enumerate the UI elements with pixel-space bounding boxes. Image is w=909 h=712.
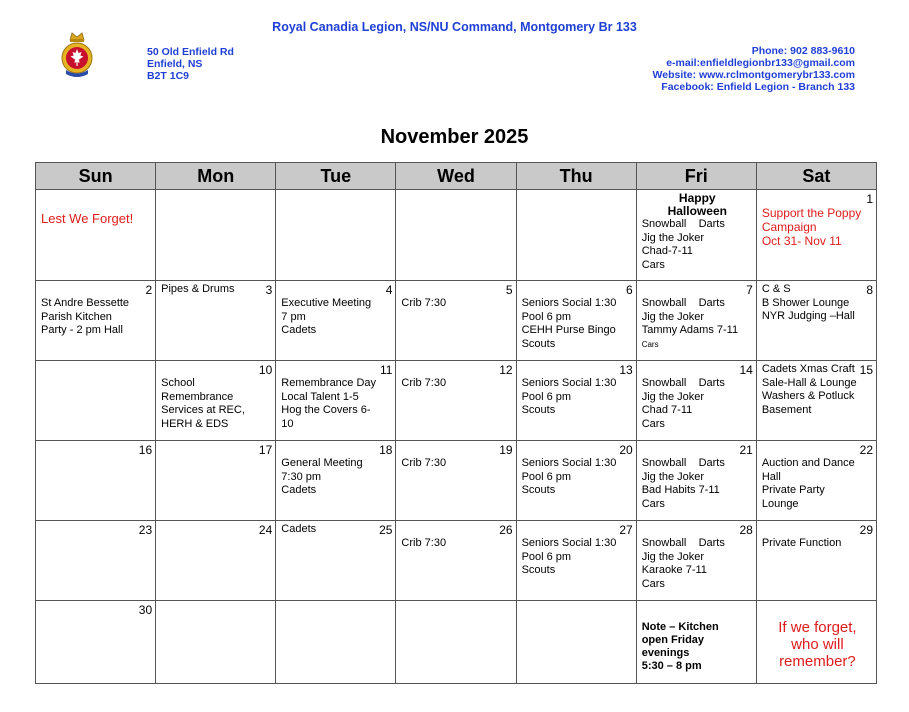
day-cell xyxy=(636,441,756,521)
event-line: Private Function xyxy=(761,537,842,549)
day-cell xyxy=(516,361,636,441)
day-cell xyxy=(396,521,516,601)
event-line: Private Party xyxy=(761,484,825,496)
legion-crest-icon xyxy=(58,30,96,80)
day-number: 25 xyxy=(379,523,393,537)
day-cell xyxy=(516,281,636,361)
event-line: Jig the Joker xyxy=(641,550,705,563)
branch-contact xyxy=(653,45,855,93)
weekday-header: Fri xyxy=(636,163,756,190)
day-number: 5 xyxy=(505,283,513,297)
event-line: Party - 2 pm Hall xyxy=(41,324,123,336)
day-number: 26 xyxy=(499,523,513,537)
day-number: 14 xyxy=(739,363,753,377)
event-line: Scouts xyxy=(521,564,556,576)
day-cell xyxy=(36,441,156,521)
event-line: School xyxy=(161,377,195,389)
event-line: Cadets xyxy=(281,523,317,535)
event-line: 7:30 pm xyxy=(281,470,322,483)
event-line: Scouts xyxy=(521,337,556,350)
event-line: Remembrance xyxy=(161,390,234,403)
event-line: Chad 7-11 xyxy=(641,404,693,416)
day-cell xyxy=(636,281,756,361)
branch-address xyxy=(147,46,234,82)
day-number: 15 xyxy=(859,363,873,377)
day-cell xyxy=(756,521,876,601)
day-number: 18 xyxy=(379,443,393,457)
day-cell xyxy=(276,190,396,281)
event-line: Cars xyxy=(641,497,665,510)
event-line: B Shower Lounge xyxy=(761,296,850,309)
event-line: Jig the Joker xyxy=(641,310,705,323)
event-line: Karaoke 7-11 xyxy=(641,564,707,576)
day-number: 17 xyxy=(258,443,273,457)
day-number: 22 xyxy=(859,443,873,457)
day-number: 19 xyxy=(499,443,513,457)
day-number: 1 xyxy=(866,192,873,206)
event-line: Parish Kitchen xyxy=(41,310,112,323)
day-cell xyxy=(396,601,516,684)
event-line: Pool 6 pm xyxy=(521,310,572,323)
day-number: 12 xyxy=(499,363,513,377)
weekday-header-row xyxy=(36,163,877,190)
event-line: Local Talent 1-5 xyxy=(281,390,359,403)
event-line: Pool 6 pm xyxy=(521,390,572,403)
event-line: HERH & EDS xyxy=(161,417,229,430)
event-line: NYR Judging –Hall xyxy=(761,310,855,322)
day-cell xyxy=(276,521,396,601)
event-line: Support the Poppy xyxy=(761,206,862,220)
weekday-header: Sun xyxy=(36,163,156,190)
week-row xyxy=(36,441,877,521)
event-line: 7 pm xyxy=(281,310,306,323)
event-line: Cars xyxy=(641,258,665,271)
weekday-header: Thu xyxy=(516,163,636,190)
event-line: Seniors Social 1:30 xyxy=(521,537,617,549)
event-line: Lounge xyxy=(761,497,799,510)
day-cell xyxy=(156,281,276,361)
event-line: Basement xyxy=(761,403,812,416)
day-number: 7 xyxy=(746,283,753,297)
note-line: open Friday xyxy=(641,634,705,646)
day-number: 29 xyxy=(859,523,873,537)
day-cell xyxy=(756,281,876,361)
event-line: Sale-Hall & Lounge xyxy=(761,376,857,389)
event-line: Remembrance Day xyxy=(281,377,377,389)
day-number: 13 xyxy=(619,363,633,377)
facebook-line: Facebook: Enfield Legion - Branch 133 xyxy=(661,81,855,93)
day-cell xyxy=(396,190,516,281)
phone-line: Phone: 902 883-9610 xyxy=(751,45,855,57)
day-cell xyxy=(756,601,876,684)
website-line: Website: www.rclmontgomerybr133.com xyxy=(652,69,855,81)
week-row xyxy=(36,190,877,281)
event-line: Seniors Social 1:30 xyxy=(521,377,617,389)
day-cell xyxy=(156,441,276,521)
day-cell xyxy=(636,601,756,684)
event-line: Cadets xyxy=(281,484,317,496)
event-line: Washers & Potluck xyxy=(761,390,855,402)
day-cell xyxy=(636,521,756,601)
day-cell xyxy=(636,190,756,281)
day-cell xyxy=(36,601,156,684)
day-number: 3 xyxy=(265,283,273,297)
event-line: General Meeting xyxy=(281,457,363,469)
quote-line: who will xyxy=(791,636,844,653)
event-line: Cadets xyxy=(281,324,317,336)
day-cell xyxy=(756,190,876,281)
event-line: Scouts xyxy=(521,484,556,496)
event-line: Crib 7:30 xyxy=(401,297,447,309)
email-line: e-mail:enfieldlegionbr133@gmail.com xyxy=(666,57,855,69)
week-row xyxy=(36,281,877,361)
address-line: 50 Old Enfield Rd xyxy=(147,46,234,58)
weekday-header: Sat xyxy=(756,163,876,190)
event-line: Executive Meeting xyxy=(281,297,372,309)
day-number: 16 xyxy=(138,443,153,457)
day-number: 28 xyxy=(739,523,753,537)
day-cell xyxy=(396,441,516,521)
event-line: CEHH Purse Bingo xyxy=(521,324,616,336)
halloween-heading xyxy=(642,192,753,218)
note-line: Note – Kitchen xyxy=(641,621,719,633)
note-line: 5:30 – 8 pm xyxy=(641,660,702,672)
heading-line: Happy xyxy=(678,191,716,205)
kitchen-note xyxy=(642,621,753,673)
event-line: Crib 7:30 xyxy=(401,377,447,389)
event-line: Seniors Social 1:30 xyxy=(521,297,617,309)
event-line: Snowball Darts xyxy=(641,218,725,230)
day-cell xyxy=(276,281,396,361)
event-line: Snowball Darts xyxy=(641,537,725,549)
day-cell xyxy=(396,361,516,441)
event-line: Hall xyxy=(761,470,781,483)
day-cell xyxy=(276,361,396,441)
day-cell xyxy=(516,521,636,601)
event-line: St Andre Bessette xyxy=(41,297,130,309)
day-number: 10 xyxy=(258,363,273,377)
event-line: Hog the Covers 6- xyxy=(281,404,371,416)
day-cell xyxy=(516,601,636,684)
event-line: Snowball Darts xyxy=(641,457,725,469)
event-line: Scouts xyxy=(521,404,556,416)
day-cell xyxy=(36,361,156,441)
day-cell xyxy=(156,521,276,601)
event-line: Pipes & Drums xyxy=(161,283,235,295)
day-cell xyxy=(36,521,156,601)
day-cell xyxy=(276,441,396,521)
quote-line: remember? xyxy=(779,653,856,670)
event-line: Jig the Joker xyxy=(641,470,705,483)
day-number: 8 xyxy=(866,283,873,297)
event-line: C & S xyxy=(761,283,791,295)
weekday-header: Wed xyxy=(396,163,516,190)
organization-name: Royal Canadia Legion, NS/NU Command, Montgomery Br 133 xyxy=(272,20,637,34)
event-line: Cars xyxy=(641,417,665,430)
day-cell xyxy=(276,601,396,684)
event-line: Services at REC, xyxy=(161,404,245,416)
day-cell xyxy=(396,281,516,361)
day-number: 21 xyxy=(739,443,753,457)
event-line: Pool 6 pm xyxy=(521,470,572,483)
event-line: Cars xyxy=(641,339,659,349)
event-line: Cadets Xmas Craft xyxy=(761,363,855,375)
note-line: evenings xyxy=(641,647,690,659)
event-line: Crib 7:30 xyxy=(401,537,447,549)
day-number: 4 xyxy=(385,283,393,297)
event-line: Pool 6 pm xyxy=(521,550,572,563)
event-line: Chad-7-11 xyxy=(641,245,693,257)
day-number: 23 xyxy=(138,523,153,537)
month-title: November 2025 xyxy=(380,126,529,148)
remember-quote xyxy=(762,619,873,670)
event-line: Campaign xyxy=(761,220,817,234)
event-line: 10 xyxy=(281,417,294,430)
day-cell xyxy=(156,601,276,684)
day-cell xyxy=(756,441,876,521)
weekday-header: Tue xyxy=(276,163,396,190)
day-cell xyxy=(36,281,156,361)
event-line: Jig the Joker xyxy=(641,231,705,244)
event-line: Auction and Dance xyxy=(761,457,855,469)
address-line: B2T 1C9 xyxy=(147,70,190,82)
event-line: Oct 31- Nov 11 xyxy=(761,234,842,248)
event-line: Seniors Social 1:30 xyxy=(521,457,617,469)
day-cell xyxy=(156,190,276,281)
lest-we-forget-text: Lest We Forget! xyxy=(41,211,134,226)
day-cell xyxy=(36,190,156,281)
event-line: Jig the Joker xyxy=(641,390,705,403)
week-row xyxy=(36,521,877,601)
weekday-header: Mon xyxy=(156,163,276,190)
event-line: Bad Habits 7-11 xyxy=(641,484,720,496)
event-line: Crib 7:30 xyxy=(401,457,447,469)
address-line: Enfield, NS xyxy=(147,58,203,70)
day-number: 2 xyxy=(145,283,153,297)
day-number: 20 xyxy=(619,443,633,457)
calendar-grid xyxy=(35,162,877,684)
week-row xyxy=(36,601,877,684)
event-line: Snowball Darts xyxy=(641,297,725,309)
week-row xyxy=(36,361,877,441)
event-line: Cars xyxy=(641,577,665,590)
day-cell xyxy=(516,441,636,521)
quote-line: If we forget, xyxy=(778,619,857,636)
heading-line: Halloween xyxy=(667,204,727,218)
day-number: 27 xyxy=(619,523,633,537)
day-number: 6 xyxy=(626,283,633,297)
event-line: Tammy Adams 7-11 xyxy=(641,324,739,336)
day-cell xyxy=(156,361,276,441)
day-number: 24 xyxy=(258,523,273,537)
day-cell xyxy=(636,361,756,441)
day-cell xyxy=(756,361,876,441)
day-number: 11 xyxy=(379,363,393,377)
day-number: 30 xyxy=(138,603,153,617)
event-line: Snowball Darts xyxy=(641,377,725,389)
day-cell xyxy=(516,190,636,281)
